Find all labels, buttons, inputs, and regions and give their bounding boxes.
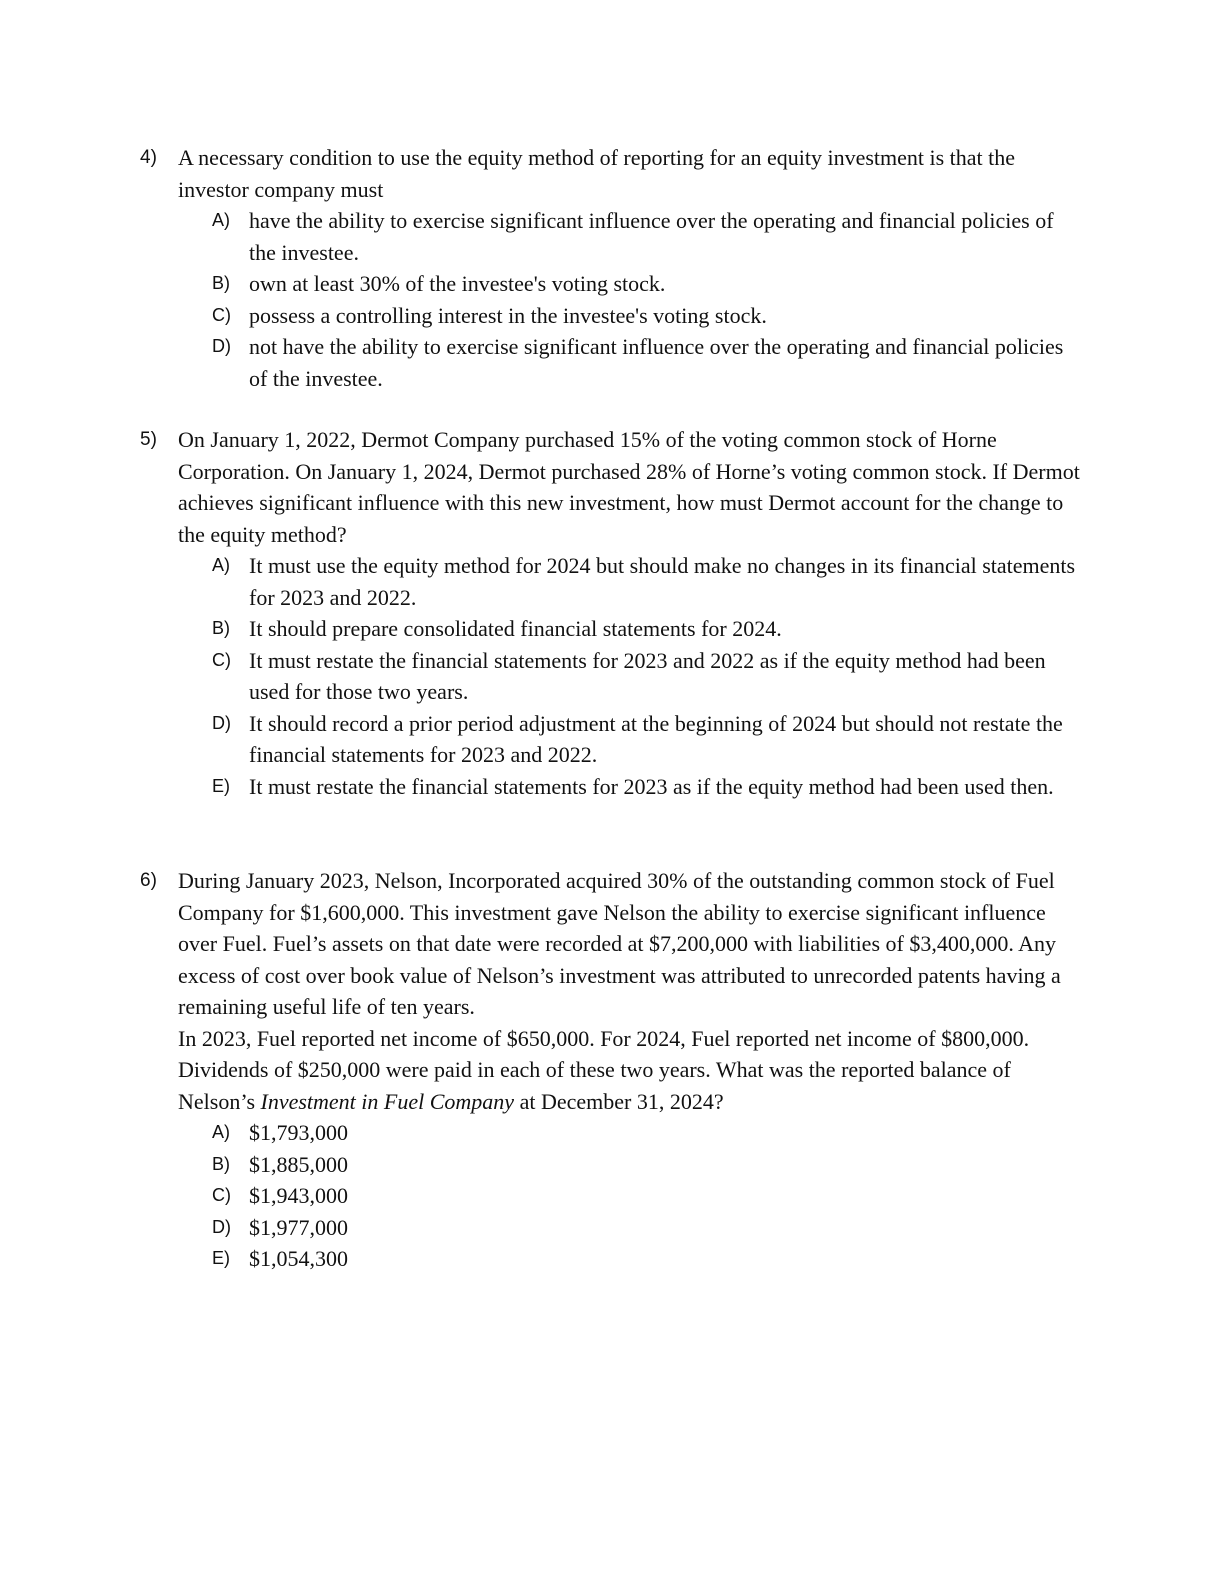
option-letter: D) — [212, 336, 231, 356]
answer-option-c — [212, 645, 1080, 708]
option-text: not have the ability to exercise significant influence over the operating and financial policies of the investee. — [249, 334, 1064, 391]
option-letter: C) — [212, 1185, 231, 1205]
answer-option-a — [212, 550, 1080, 613]
question-text: On January 1, 2022, Dermot Company purchased 15% of the voting common stock of Horne Corporation. On January 1, 2024, Dermot purchased 28% of Horne’s voting common stock. If Dermot achieves significant influence with this new investment, how must Dermot account for the change to the equity method? — [178, 427, 1080, 547]
answer-option-a — [212, 205, 1080, 268]
question-number: 5) — [140, 429, 157, 450]
option-letter: A) — [212, 1122, 230, 1142]
question-5 — [140, 424, 1080, 802]
answer-option-a — [212, 1117, 1080, 1149]
option-letter: E) — [212, 1248, 230, 1268]
option-text: own at least 30% of the investee's voting stock. — [249, 271, 666, 296]
option-text: possess a controlling interest in the investee's voting stock. — [249, 302, 767, 328]
option-letter: B) — [212, 618, 230, 638]
answer-option-b — [212, 1149, 1080, 1181]
answer-option-e — [212, 1243, 1080, 1275]
option-letter: A) — [212, 555, 230, 575]
answer-options — [212, 1117, 1080, 1275]
option-text: It should record a prior period adjustment at the beginning of 2024 but should not restate the financial statements for 2023 and 2022. — [249, 710, 1063, 767]
option-text: $1,793,000 — [249, 1120, 348, 1145]
question-4 — [140, 142, 1080, 394]
question-number: 4) — [140, 147, 157, 168]
option-letter: A) — [212, 210, 230, 230]
answer-option-c — [212, 1180, 1080, 1212]
question-stem — [140, 142, 1080, 205]
question-stem — [140, 424, 1080, 550]
answer-options — [212, 550, 1080, 802]
question-6 — [140, 865, 1080, 1275]
answer-option-d — [212, 331, 1080, 394]
answer-option-d — [212, 708, 1080, 771]
answer-option-c — [212, 300, 1080, 332]
option-letter: B) — [212, 273, 230, 293]
answer-option-e — [212, 771, 1080, 803]
option-text: $1,977,000 — [249, 1214, 348, 1240]
option-letter: E) — [212, 775, 230, 796]
question-text-paragraph-2 — [178, 1023, 1080, 1118]
answer-option-d — [212, 1212, 1080, 1244]
answer-option-b — [212, 613, 1080, 645]
option-letter: D) — [212, 712, 231, 733]
question-text: A necessary condition to use the equity method of reporting for an equity investment is that the investor company must — [178, 145, 1016, 202]
answer-options — [212, 205, 1080, 394]
option-text: It must restate the financial statements for 2023 as if the equity method had been used then. — [249, 773, 1054, 799]
question-text-paragraph-1: During January 2023, Nelson, Incorporated acquired 30% of the outstanding common stock of Fuel Company for $1,600,000. This investment gave Nelson the ability to exercise significant influence over Fuel. Fuel’s assets on that date were recorded at $7,200,000 with liabilities of $3,400,000. Any excess of cost over book value of Nelson’s investment was attributed to unrecorded patents having a remaining useful life of ten years. — [178, 868, 1061, 1019]
question-text-end: at December 31, 2024? — [514, 1088, 724, 1114]
option-letter: D) — [212, 1216, 231, 1237]
option-letter: C) — [212, 649, 231, 670]
option-text: It must restate the financial statements for 2023 and 2022 as if the equity method had been used for those two years. — [249, 647, 1046, 704]
answer-option-b — [212, 268, 1080, 300]
option-text: $1,943,000 — [249, 1183, 348, 1208]
option-text: It must use the equity method for 2024 but should make no changes in its financial statements for 2023 and 2022. — [249, 553, 1076, 610]
option-text: have the ability to exercise significant influence over the operating and financial policies of the investee. — [249, 208, 1054, 265]
question-text-start: In 2023, Fuel reported net income of $650,000. For 2024, Fuel reported net income of $800,000. Dividends of $250,000 were paid in each of these two years. What was the reported balance of Nelson’s — [178, 1025, 1030, 1114]
option-text: It should prepare consolidated financial statements for 2024. — [249, 616, 782, 641]
option-letter: C) — [212, 304, 231, 325]
option-text: $1,054,300 — [249, 1246, 348, 1271]
question-number: 6) — [140, 870, 157, 891]
option-letter: B) — [212, 1153, 230, 1174]
option-text: $1,885,000 — [249, 1151, 348, 1177]
account-name: Investment in Fuel Company — [260, 1088, 515, 1114]
question-stem — [140, 865, 1080, 1117]
